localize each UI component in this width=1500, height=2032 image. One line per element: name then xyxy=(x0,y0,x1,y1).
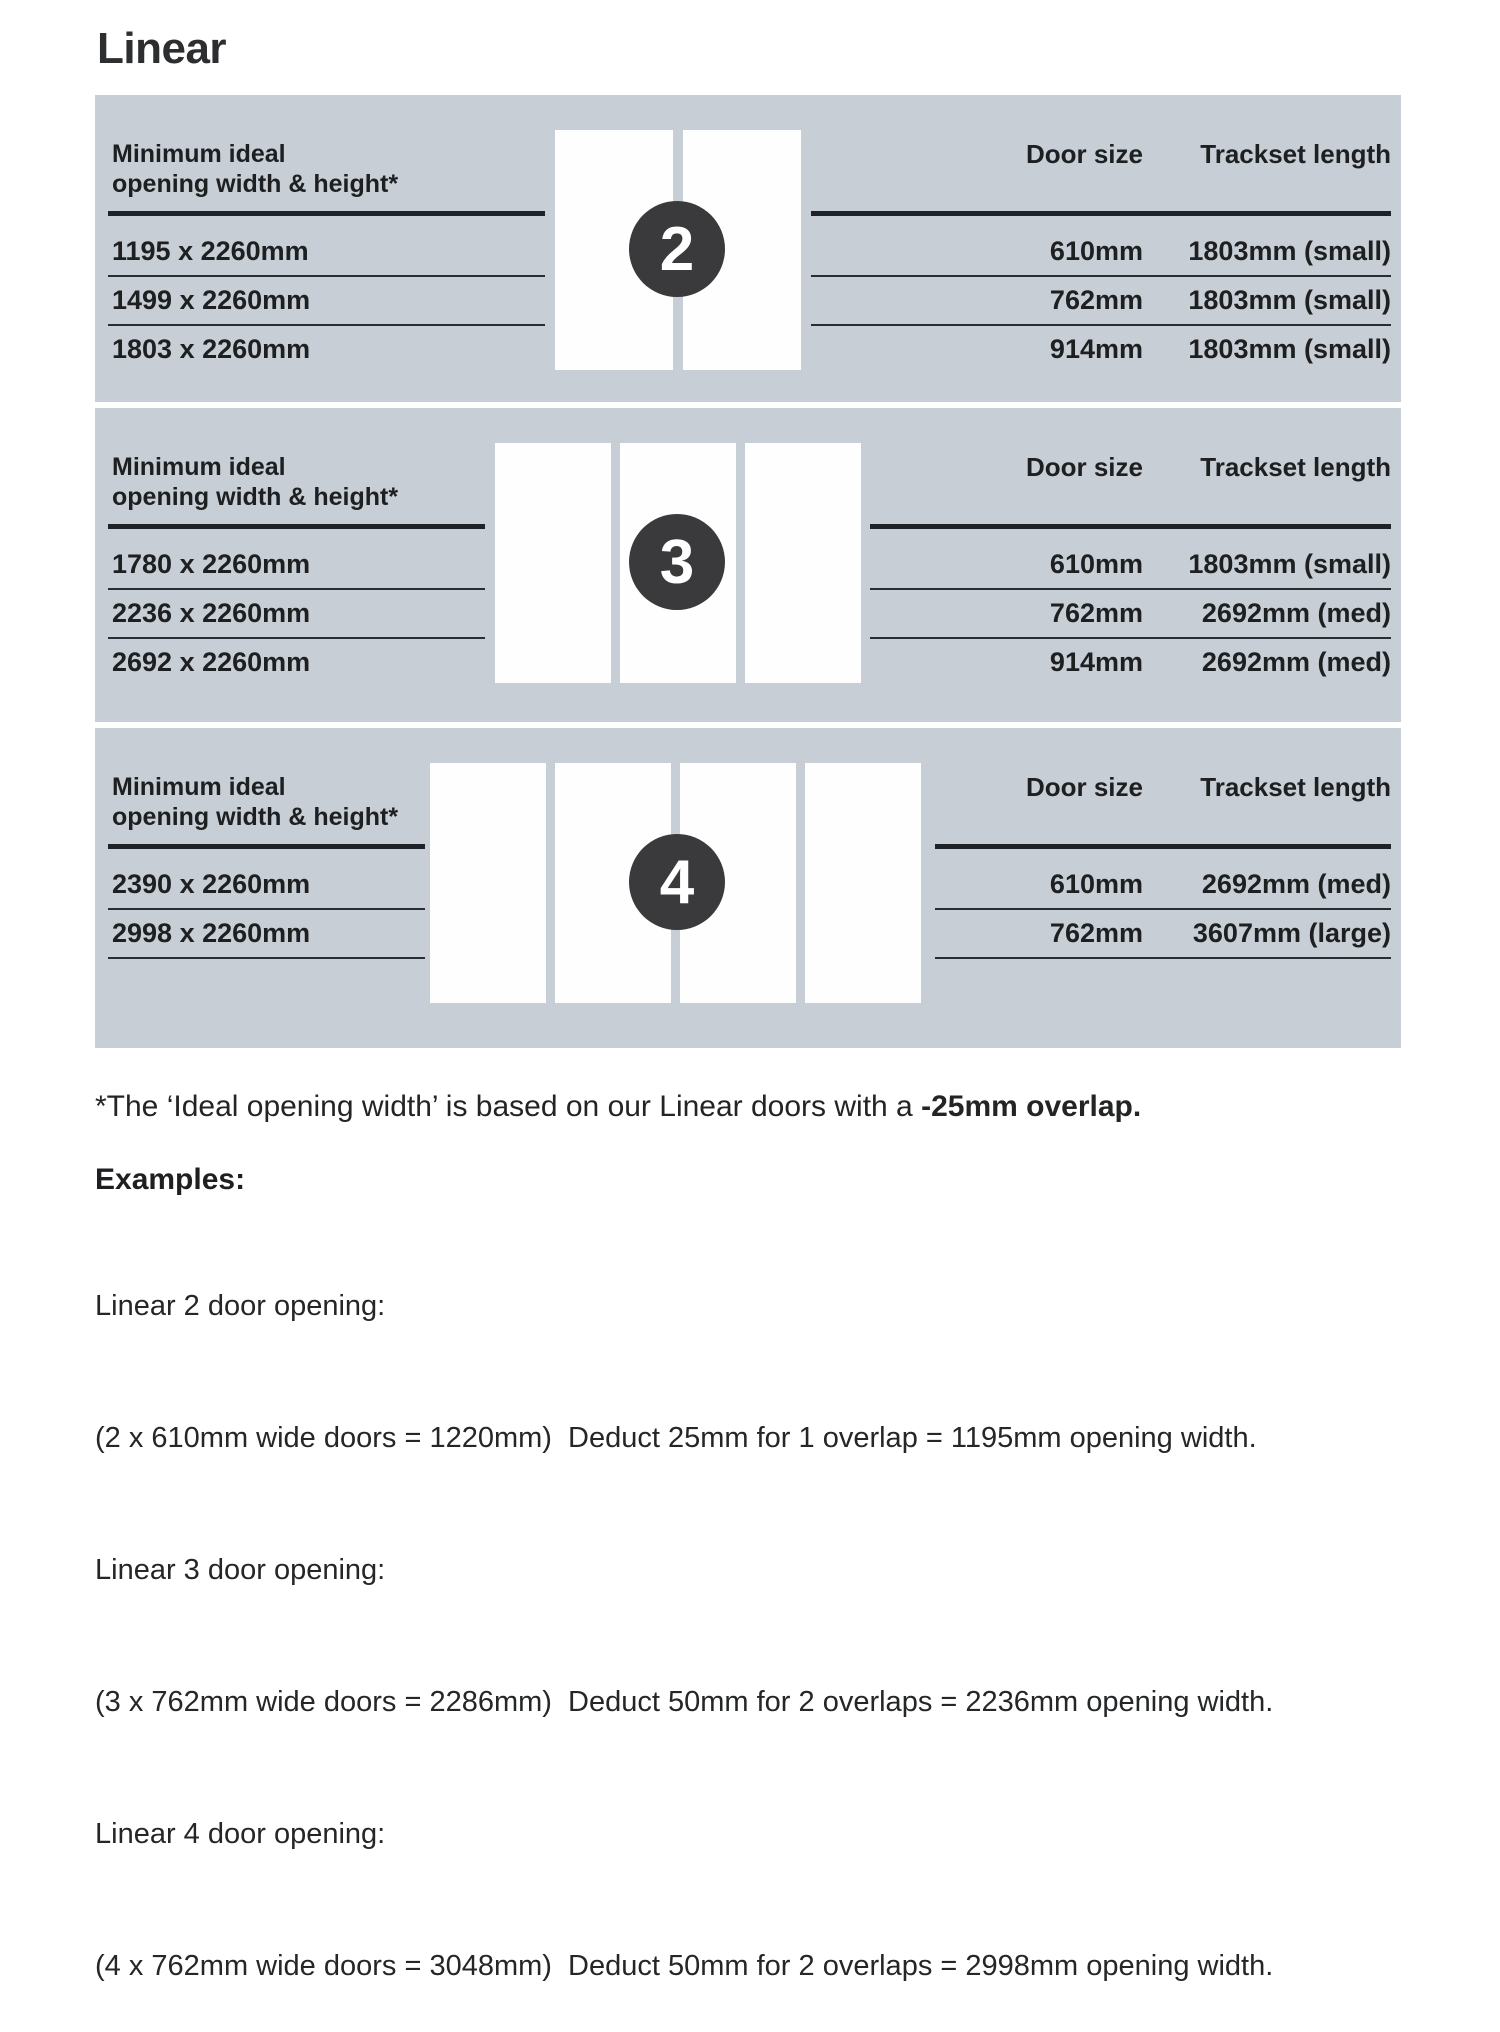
door-panel xyxy=(495,443,611,683)
size-track-row xyxy=(811,326,1391,373)
door-size-header: Door size xyxy=(1025,772,1143,802)
opening-size-row: 2998 x 2260mm xyxy=(108,910,425,959)
size-track-row xyxy=(811,228,1391,277)
size-track-header xyxy=(870,452,1391,483)
opening-size-row: 1499 x 2260mm xyxy=(108,277,545,326)
opening-size-row: 2692 x 2260mm xyxy=(112,647,311,677)
opening-size-header-line1: Minimum ideal xyxy=(112,453,286,481)
opening-size-header xyxy=(112,452,398,512)
door-panel xyxy=(745,443,861,683)
opening-size-row: 2236 x 2260mm xyxy=(108,590,485,639)
footnote-text: *The ‘Ideal opening width’ is based on our Linear doors with a xyxy=(95,1090,922,1123)
trackset-length-value: 1803mm (small) xyxy=(1188,236,1391,266)
size-track-row xyxy=(870,590,1391,639)
footnote xyxy=(95,1090,1141,1124)
door-size-header: Door size xyxy=(1025,139,1143,169)
door-size-value: 610mm xyxy=(1049,869,1143,899)
size-track-table xyxy=(811,211,1391,373)
size-track-header xyxy=(935,772,1391,803)
door-size-header: Door size xyxy=(1025,452,1143,482)
opening-size-table xyxy=(108,844,425,959)
opening-size-row: 2390 x 2260mm xyxy=(108,861,425,910)
section-2-door xyxy=(95,95,1401,402)
door-panel xyxy=(805,763,921,1003)
spec-panel xyxy=(95,95,1401,1048)
opening-size-row: 1780 x 2260mm xyxy=(108,541,485,590)
door-panel xyxy=(430,763,546,1003)
trackset-length-value: 2692mm (med) xyxy=(1201,869,1391,899)
trackset-length-value: 3607mm (large) xyxy=(1192,918,1391,948)
trackset-length-header: Trackset length xyxy=(1200,452,1391,482)
footnote-bold-text: -25mm overlap. xyxy=(921,1090,1142,1123)
size-track-row xyxy=(811,277,1391,326)
examples-heading: Examples: xyxy=(95,1163,246,1196)
door-count-badge: 3 xyxy=(629,514,725,610)
trackset-length-value: 1803mm (small) xyxy=(1188,285,1391,315)
opening-size-header-line1: Minimum ideal xyxy=(112,140,286,168)
size-track-table xyxy=(935,844,1391,959)
size-track-table xyxy=(870,524,1391,686)
page-title: Linear xyxy=(97,24,227,73)
section-4-door xyxy=(95,728,1401,1048)
door-count-badge: 4 xyxy=(629,834,725,930)
size-track-row xyxy=(870,541,1391,590)
door-count-badge: 2 xyxy=(629,201,725,297)
trackset-length-value: 1803mm (small) xyxy=(1188,334,1391,364)
size-track-row xyxy=(935,861,1391,910)
size-track-row xyxy=(870,639,1391,686)
example-line: Linear 4 door opening: xyxy=(95,1818,386,1850)
door-size-value: 762mm xyxy=(1049,918,1143,948)
door-size-value: 914mm xyxy=(1049,334,1143,364)
size-track-header xyxy=(811,139,1391,170)
opening-size-header-line2: opening width & height* xyxy=(112,483,399,511)
example-line: (2 x 610mm wide doors = 1220mm) Deduct 25mm for 1 overlap = 1195mm opening width. xyxy=(95,1422,1257,1454)
opening-size-table xyxy=(108,211,545,373)
opening-size-header xyxy=(112,772,398,832)
trackset-length-header: Trackset length xyxy=(1200,139,1391,169)
trackset-length-value: 2692mm (med) xyxy=(1201,598,1391,628)
opening-size-header-line2: opening width & height* xyxy=(112,170,399,198)
trackset-length-header: Trackset length xyxy=(1200,772,1391,802)
door-size-value: 762mm xyxy=(1049,598,1143,628)
door-size-value: 610mm xyxy=(1049,549,1143,579)
opening-size-row: 1195 x 2260mm xyxy=(108,228,545,277)
door-size-value: 762mm xyxy=(1049,285,1143,315)
opening-size-header-line1: Minimum ideal xyxy=(112,773,286,801)
opening-size-header-line2: opening width & height* xyxy=(112,803,399,831)
opening-size-header xyxy=(112,139,398,199)
trackset-length-value: 1803mm (small) xyxy=(1188,549,1391,579)
section-3-door xyxy=(95,408,1401,722)
example-line: (3 x 762mm wide doors = 2286mm) Deduct 50mm for 2 overlaps = 2236mm opening width. xyxy=(95,1686,1274,1718)
example-line: Linear 2 door opening: xyxy=(95,1290,386,1322)
example-line: (4 x 762mm wide doors = 3048mm) Deduct 50mm for 2 overlaps = 2998mm opening width. xyxy=(95,1950,1274,1982)
examples-list xyxy=(95,1196,1273,2032)
trackset-length-value: 2692mm (med) xyxy=(1201,647,1391,677)
opening-size-row: 1803 x 2260mm xyxy=(112,334,311,364)
opening-size-table xyxy=(108,524,485,686)
door-size-value: 914mm xyxy=(1049,647,1143,677)
size-track-row xyxy=(935,910,1391,959)
door-size-value: 610mm xyxy=(1049,236,1143,266)
example-line: Linear 3 door opening: xyxy=(95,1554,386,1586)
